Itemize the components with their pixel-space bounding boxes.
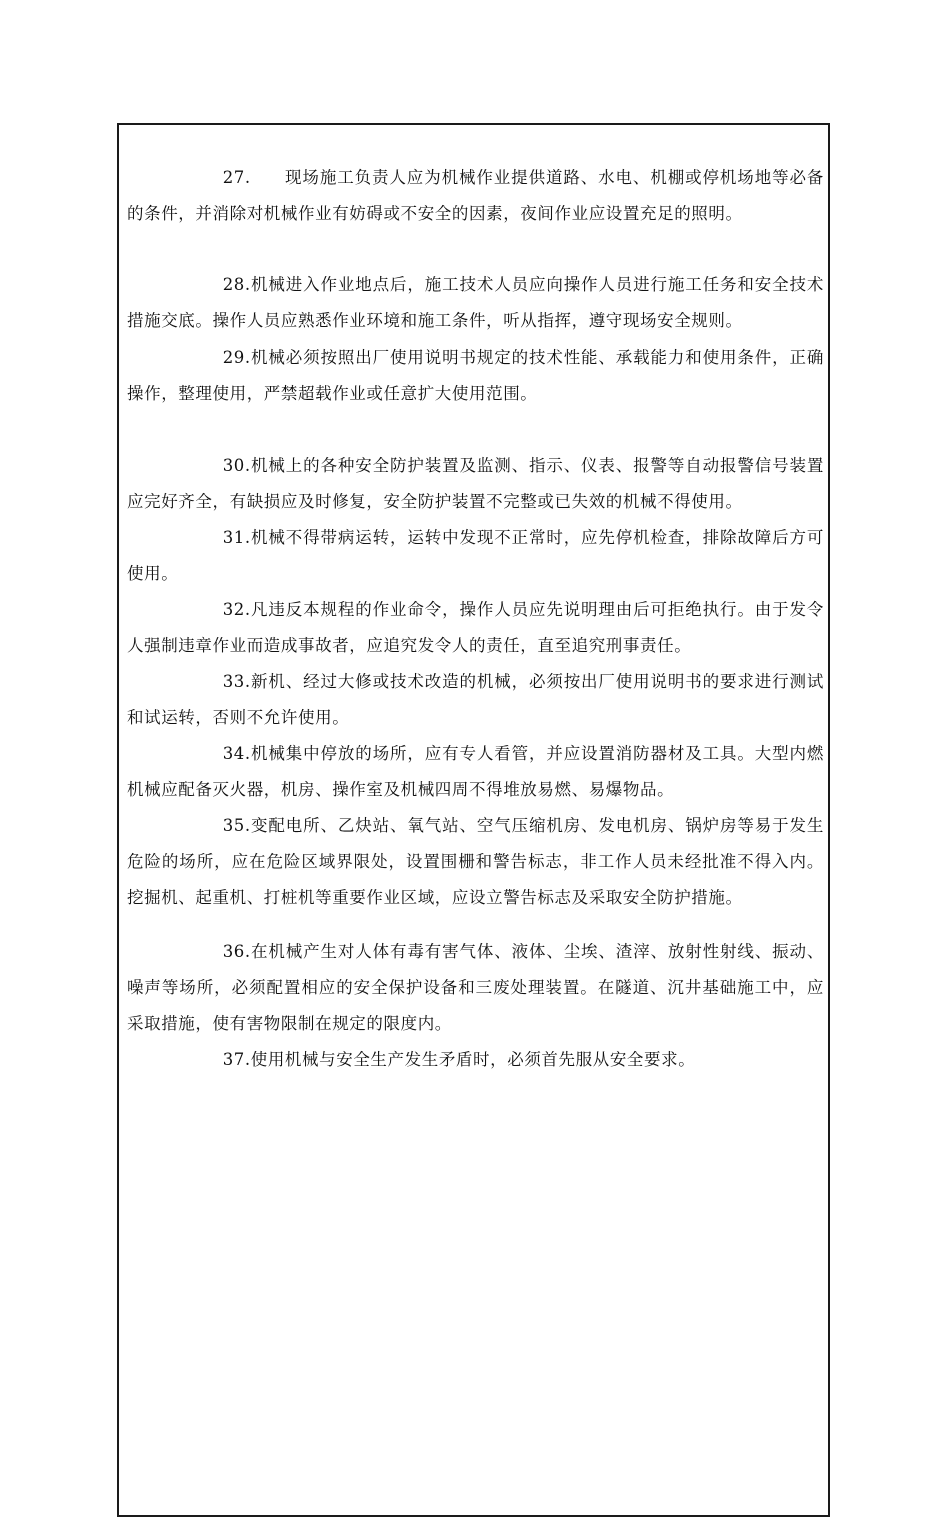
paragraph-30 [127, 448, 824, 520]
paragraph-text: 现场施工负责人应为机械作业提供道路、水电、机棚或停机场地等必备的条件，并消除对机械作业有妨碍或不安全的因素，夜间作业应设置充足的照明。 [127, 168, 824, 223]
paragraph-text: 机械不得带病运转，运转中发现不正常时，应先停机检查，排除故障后方可使用。 [127, 528, 824, 583]
paragraph-number: 32. [222, 600, 251, 619]
paragraph-34 [127, 736, 824, 808]
paragraph-number: 31. [222, 528, 251, 547]
paragraph-number: 35. [222, 816, 251, 835]
paragraph-text: 使用机械与安全生产发生矛盾时，必须首先服从安全要求。 [250, 1050, 696, 1069]
paragraph-33 [127, 664, 824, 736]
paragraph-36 [127, 934, 824, 1042]
paragraph-text: 在机械产生对人体有毒有害气体、液体、尘埃、渣滓、放射性射线、振动、噪声等场所，必须配置相应的安全保护设备和三废处理装置。在隧道、沉井基础施工中，应采取措施，使有害物限制在规定的限度内。 [127, 942, 824, 1033]
paragraph-number: 34. [222, 744, 251, 763]
paragraph-number: 29. [222, 348, 251, 367]
paragraph-number: 27. [222, 168, 251, 187]
paragraph-text: 新机、经过大修或技术改造的机械，必须按出厂使用说明书的要求进行测试和试运转，否则不允许使用。 [127, 672, 824, 727]
paragraph-27 [127, 160, 824, 232]
paragraph-28 [127, 267, 824, 339]
paragraph-number: 37. [222, 1050, 251, 1069]
paragraph-number: 36. [222, 942, 251, 961]
paragraph-text: 机械进入作业地点后，施工技术人员应向操作人员进行施工任务和安全技术措施交底。操作人员应熟悉作业环境和施工条件，听从指挥，遵守现场安全规则。 [127, 275, 824, 330]
paragraph-32 [127, 592, 824, 664]
paragraph-text: 机械必须按照出厂使用说明书规定的技术性能、承载能力和使用条件，正确操作，整理使用，严禁超载作业或任意扩大使用范围。 [127, 348, 824, 403]
paragraph-31 [127, 520, 824, 592]
paragraph-text: 变配电所、乙炔站、氧气站、空气压缩机房、发电机房、锅炉房等易于发生危险的场所，应在危险区域界限处，设置围栅和警告标志，非工作人员未经批准不得入内。挖掘机、起重机、打桩机等重要作业区域，应设立警告标志及采取安全防护措施。 [127, 816, 824, 907]
paragraph-number: 28. [222, 275, 251, 294]
paragraph-text: 机械上的各种安全防护装置及监测、指示、仪表、报警等自动报警信号装置应完好齐全，有缺损应及时修复，安全防护装置不完整或已失效的机械不得使用。 [127, 456, 824, 511]
paragraph-number: 30. [222, 456, 251, 475]
paragraph-29 [127, 340, 824, 412]
paragraph-35 [127, 808, 824, 916]
paragraph-text: 凡违反本规程的作业命令，操作人员应先说明理由后可拒绝执行。由于发令人强制违章作业而造成事故者，应追究发令人的责任，直至追究刑事责任。 [127, 600, 824, 655]
document-frame [117, 123, 830, 1517]
paragraph-37 [127, 1042, 824, 1078]
paragraph-text: 机械集中停放的场所，应有专人看管，并应设置消防器材及工具。大型内燃机械应配备灭火器，机房、操作室及机械四周不得堆放易燃、易爆物品。 [127, 744, 824, 799]
paragraph-number: 33. [222, 672, 251, 691]
